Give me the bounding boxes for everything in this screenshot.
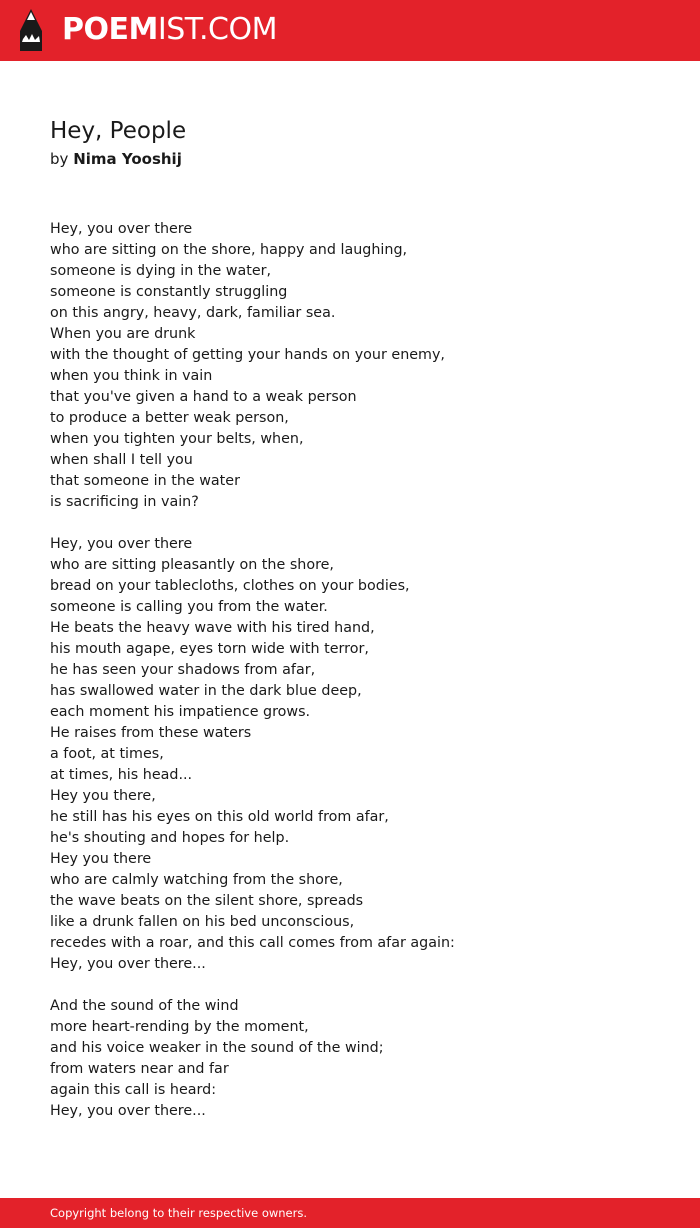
poem-line: When you are drunk	[50, 326, 196, 342]
poem-line: when you think in vain	[50, 368, 213, 384]
site-logo[interactable]	[62, 12, 277, 48]
poem-line: from waters near and far	[50, 1061, 229, 1077]
poem-line: And the sound of the wind	[50, 998, 239, 1014]
poem-stanza	[50, 996, 670, 1122]
poem-line: He beats the heavy wave with his tired hand,	[50, 620, 375, 636]
poem-line: his mouth agape, eyes torn wide with terror,	[50, 641, 369, 657]
copyright-text: Copyright belong to their respective owners.	[50, 1206, 308, 1220]
poem-line: someone is constantly struggling	[50, 284, 288, 300]
poem-line: when you tighten your belts, when,	[50, 431, 304, 447]
poem-line: He raises from these waters	[50, 725, 252, 741]
poem-line: when shall I tell you	[50, 452, 193, 468]
poem-line: who are calmly watching from the shore,	[50, 872, 343, 888]
poem-line: the wave beats on the silent shore, spreads	[50, 893, 364, 909]
poem-line: is sacrificing in vain?	[50, 494, 199, 510]
poem-line: recedes with a roar, and this call comes from afar again:	[50, 935, 455, 951]
poem-line: with the thought of getting your hands on your enemy,	[50, 347, 445, 363]
poem-line: has swallowed water in the dark blue deep,	[50, 683, 362, 699]
poem-line: someone is dying in the water,	[50, 263, 272, 279]
poem-line: he's shouting and hopes for help.	[50, 830, 290, 846]
logo-light-text: IST.COM	[157, 12, 277, 47]
poem-line: and his voice weaker in the sound of the wind;	[50, 1040, 384, 1056]
poem-line: Hey, you over there	[50, 536, 193, 552]
poem-line: who are sitting on the shore, happy and laughing,	[50, 242, 408, 258]
poem-line: more heart-rending by the moment,	[50, 1019, 309, 1035]
poem-line: on this angry, heavy, dark, familiar sea.	[50, 305, 336, 321]
poem-line: Hey you there	[50, 851, 152, 867]
poem-line: Hey, you over there...	[50, 1103, 206, 1119]
author-name: Nima Yooshij	[73, 150, 182, 168]
poem-stanza	[50, 219, 670, 513]
poem-line: he still has his eyes on this old world from afar,	[50, 809, 389, 825]
poem-line: each moment his impatience grows.	[50, 704, 311, 720]
poem-line: Hey, you over there...	[50, 956, 206, 972]
poem-line: like a drunk fallen on his bed unconscious,	[50, 914, 355, 930]
poem-line: he has seen your shadows from afar,	[50, 662, 316, 678]
poem-line: that you've given a hand to a weak person	[50, 389, 357, 405]
site-footer	[0, 1198, 700, 1228]
poem-line: Hey, you over there	[50, 221, 193, 237]
poem-body	[50, 219, 670, 1143]
poem-line: to produce a better weak person,	[50, 410, 289, 426]
poem-line: someone is calling you from the water.	[50, 599, 328, 615]
pencil-icon[interactable]	[18, 9, 44, 51]
poem-stanza	[50, 534, 670, 975]
poem-line: that someone in the water	[50, 473, 240, 489]
by-label: by	[50, 150, 69, 168]
byline	[50, 149, 182, 169]
poem-line: bread on your tablecloths, clothes on your bodies,	[50, 578, 410, 594]
poem-line: a foot, at times,	[50, 746, 164, 762]
poem-line: at times, his head...	[50, 767, 193, 783]
poem-line: Hey you there,	[50, 788, 156, 804]
site-header	[0, 0, 700, 61]
logo-bold-text: POEM	[62, 12, 158, 47]
poem-line: who are sitting pleasantly on the shore,	[50, 557, 334, 573]
poem-line: again this call is heard:	[50, 1082, 217, 1098]
poem-title: Hey, People	[50, 118, 187, 144]
